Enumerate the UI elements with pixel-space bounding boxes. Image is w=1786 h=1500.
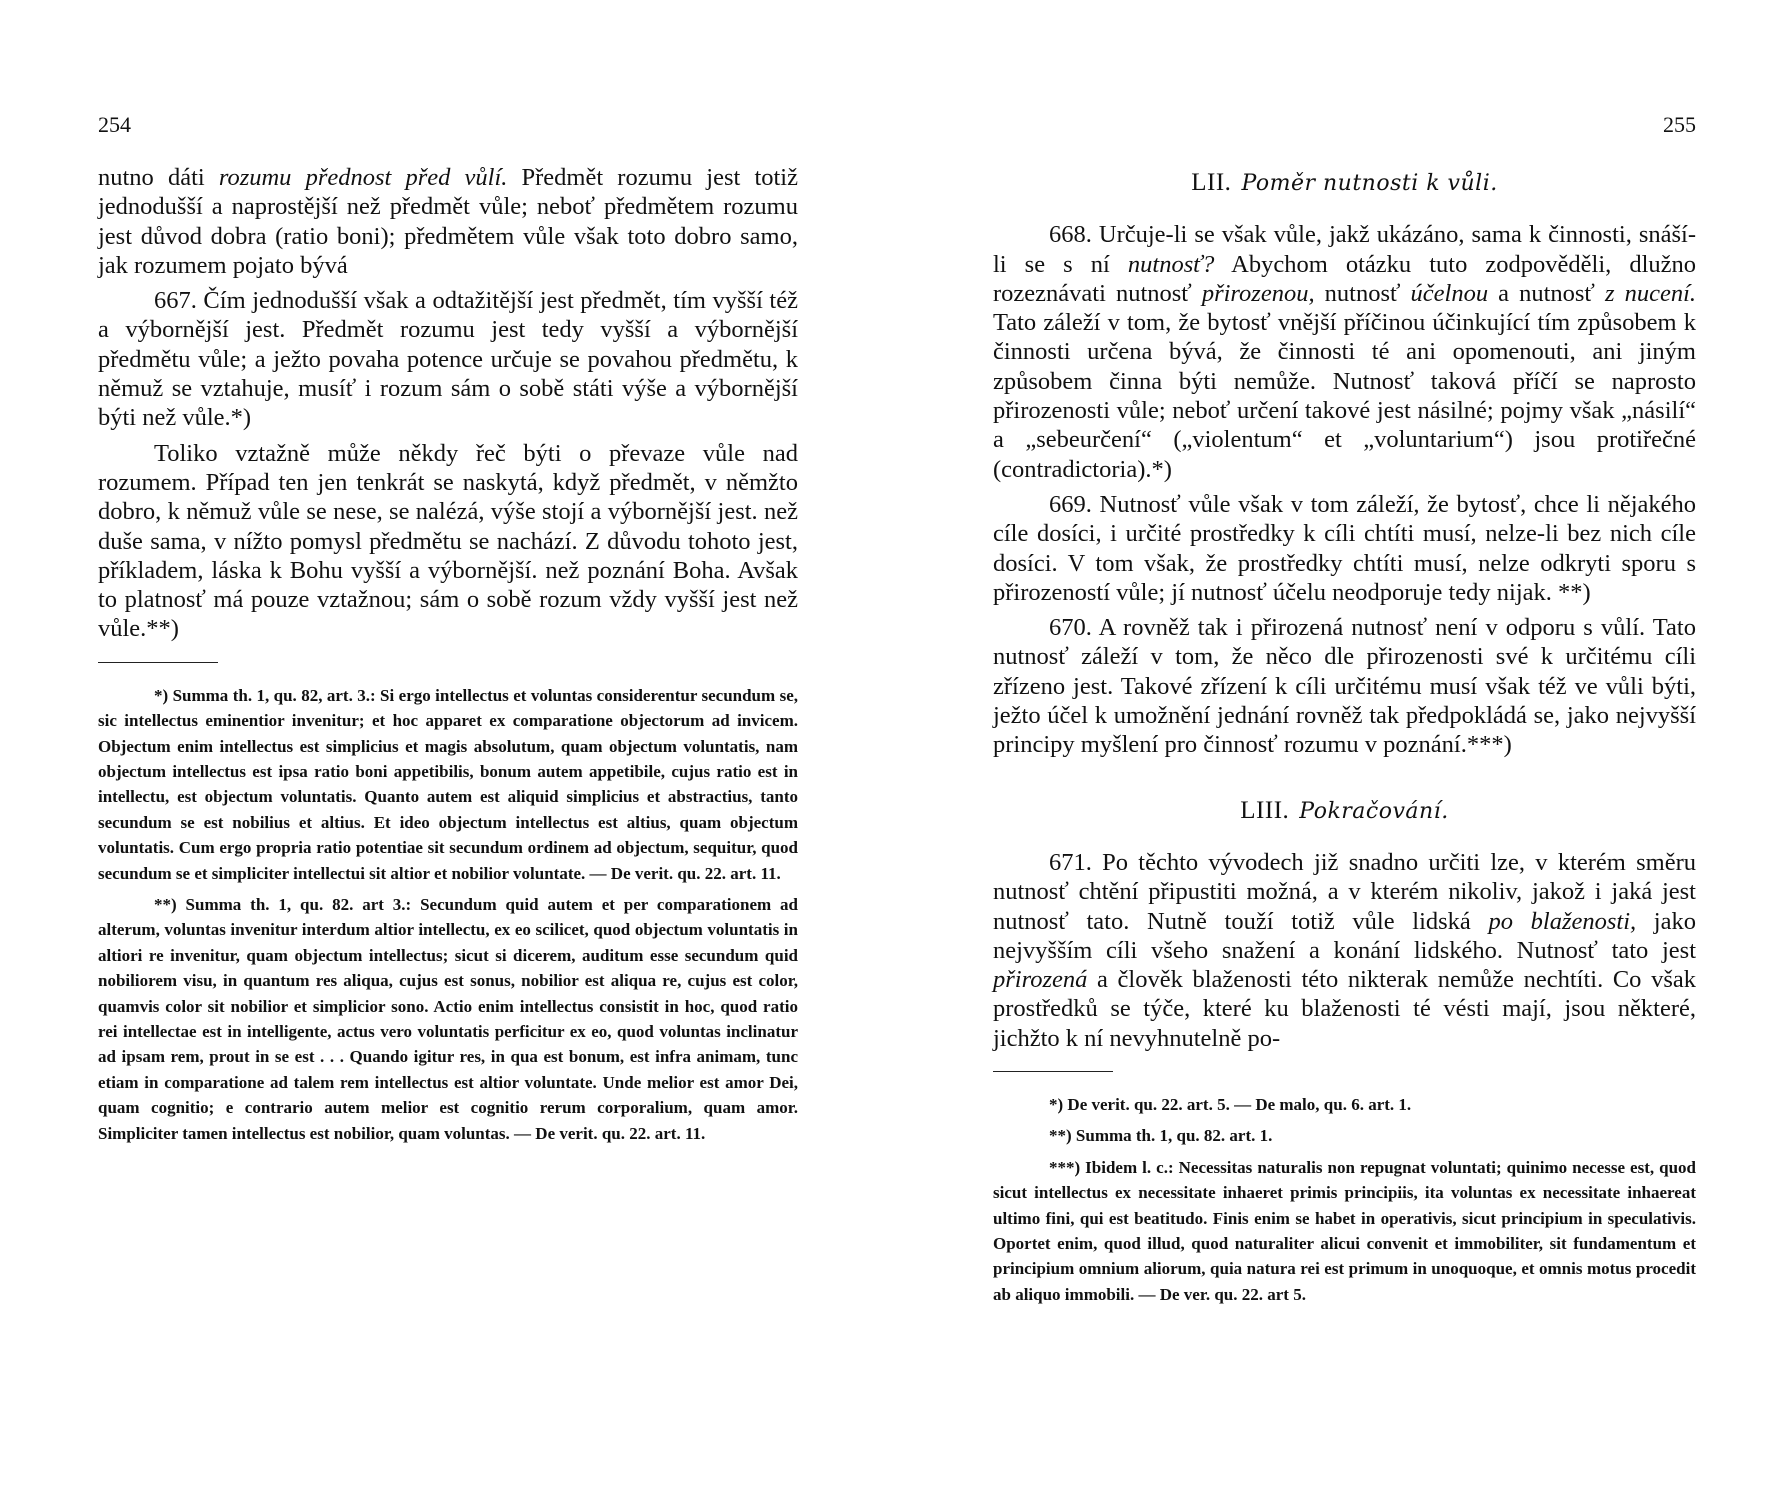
footnote: **) Summa th. 1, qu. 82. art. 1. xyxy=(1049,1126,1273,1146)
footnote-divider xyxy=(993,1071,1113,1072)
paragraph-669: 669. Nutnosť vůle však v tom záleží, že bytosť, chce li nějakého cíle dosíci, i určité prostředky k cíli chtíti musí, nelze-li bez nich cíle dosíci. V tom však, že prostředky chtíti musí, nelze odkryti sporu s přirozeností vůle; jí nutnosť účelu neodporuje tedy nijak. **) xyxy=(993,490,1696,606)
emphasis: přirozenou, xyxy=(1201,279,1315,307)
text-run: a člověk blaženosti této nikterak nemůže nechtíti. Co však prostředků se týče, které ku blaženosti té vésti mají, jsou některé, jichžto k ní nevyhnutelně po- xyxy=(993,966,1696,1052)
footnote: **) Summa th. 1, qu. 82. art 3.: Secundum quid autem et per comparationem ad alterum, voluntas invenitur interdum altior intellectu, ex eo scilicet, quod objectum voluntatis in altiori re invenitur, quam objectum intellectus; sicut si dicerem, auditum esse secundum quid nobiliorem visu, in quantum res aliqua, cujus est sonus, nobilior est aliqua re, cujus est color, quamvis color sit nobilior et simplicior sono. Actio enim intellectus consistit in hoc, quod ratio rei intellectae est in intelligente, actus vero voluntatis perficitur ex eo, quod voluntas inclinatur ad ipsam rem, prout in se est . . . Quando igitur res, in qua est bonum, est infra animam, tunc etiam in comparatione ad talem rem intellectus est altior voluntate. Unde melior est amor Dei, quam cognitio; e contrario autem melior est cognitio rerum corporalium, quam amor. Simpliciter tamen intellectus est nobilior, quam voluntas. — De verit. qu. 22. art. 11. xyxy=(98,895,798,1143)
section-number: LII. xyxy=(1191,169,1232,196)
footnote-divider xyxy=(98,662,218,663)
page-number: 255 xyxy=(1663,112,1696,137)
section-title: Poměr nutnosti k vůli. xyxy=(1241,171,1498,196)
text-run: 668. Určuje-li se však vůle, jakž ukázáno, sama k činnosti, snáší-li se s ní xyxy=(993,221,1696,278)
right-page xyxy=(893,0,1786,1500)
footnote: ***) Ibidem l. c.: Necessitas naturalis non repugnat voluntati; quinimo necesse est, quod sicut intellectus ex necessitate inhaeret primis principiis, ita voluntas ex necessitate inhaereat ultimo fini, qui est beatitudo. Finis enim se habet in operativis, sicut principium in speculativis. Oportet enim, quod illud, quod naturaliter alicui convenit et immobiliter, sit fundamentum et principium omnium aliorum, quia natura rei est primum in unoquoque, et omnis motus procedit ab aliquo immobili. — De ver. qu. 22. art 5. xyxy=(993,1157,1696,1304)
footnotes xyxy=(993,1092,1696,1307)
footnotes xyxy=(98,683,798,1146)
paragraph-668 xyxy=(993,220,1696,484)
left-page-text xyxy=(98,163,798,1152)
paragraph-670: 670. A rovněž tak i přirozená nutnosť není v odporu s vůlí. Tato nutnosť záleží v tom, že něco dle přirozenosti své k určitému cíli zřízeno jest. Takové zřízení k cíli určitému musí však též ve vůli býti, ježto účel k umožnění jednání rovněž tak předpokládá se, jako nejvyšší principy myšlení pro činnosť rozumu v poznání.***) xyxy=(993,614,1696,759)
text-run: nutno dáti xyxy=(98,164,219,191)
section-heading xyxy=(993,168,1696,198)
paragraph xyxy=(98,163,798,280)
text-run: 671. Po těchto vývodech již snadno určiti lze, v kterém směru nutnosť chtění připustiti možná, a v kterém nikoliv, jakož i jaká jest nutnosť tato. Nutně touží totiž vůle lidská xyxy=(993,848,1696,935)
footnote: *) De verit. qu. 22. art. 5. — De malo, qu. 6. art. 1. xyxy=(1049,1095,1412,1115)
spacer xyxy=(993,760,1696,796)
emphasis: účelnou xyxy=(1410,279,1489,307)
emphasis: nutnosť? xyxy=(1127,250,1215,278)
emphasis: rozumu přednost před vůlí. xyxy=(218,164,508,191)
paragraph-667: 667. Čím jednodušší však a odtažitější jest předmět, tím vyšší též a výbornější jest. Předmět rozumu jest tedy vyšší a výbornější předmětu vůle; a ježto povaha potence určuje se povahou předmětu, k němuž se vztahuje, musíť i rozum sám o sobě státi výše a výbornější býti než vůle.*) xyxy=(98,287,798,432)
section-number: LIII. xyxy=(1240,796,1290,824)
text-run: Předmět rozumu jest totiž jednodušší a naprostější než předmět vůle; neboť předmětem rozumu jest důvod dobra (ratio boni); předmětem vůle však toto dobro samo, jak rozumem pojato bývá xyxy=(98,164,798,279)
text-run: a nutnosť xyxy=(1488,279,1605,307)
text-run: jako nejvyšším cíli všeho snažení a konání lidského. Nutnosť tato jest xyxy=(993,907,1696,964)
emphasis: po blaženosti, xyxy=(1488,907,1637,935)
text-run: Tato záleží v tom, že bytosť vnější příčinou účinkující tím způsobem k činnosti určena bývá, že činnosti té ani opomenouti, ani jiným způsobem činna býti nemůže. Nutnosť taková příčí se naprosto přirozenosti vůle; neboť určení takové jest násilné; pojmy však „násilí“ a „sebeurčení“ („violentum“ et „voluntarium“) jsou protiřečné (contradictoria).*) xyxy=(993,309,1696,483)
paragraph: Toliko vztažně může někdy řeč býti o převaze vůle nad rozumem. Případ ten jen tenkrát se naskytá, když předmět, v němžto dobro, k němuž vůle se nese, se nalézá, výše stojí a výbornější jest. než duše sama, v nížto pomysl předmětu se nachází. Z důvodu tohoto jest, příkladem, láska k Bohu vyšší a výbornější. než poznání Boha. Avšak to platnosť má pouze vztažnou; sám o sobě rozum vždy vyšší jest než vůle.**) xyxy=(98,439,798,643)
emphasis: z nucení. xyxy=(1604,279,1696,307)
footnote: *) Summa th. 1, qu. 82, art. 3.: Si ergo intellectus et voluntas considerentur secundum se, sic intellectus eminentior invenitur; et hoc apparet ex comparatione objectorum ad invicem. Objectum enim intellectus est simplicius et magis absolutum, quam objectum voluntatis, nam objectum intellectus est ipsa ratio boni appetibilis, bonum autem appetibile, cujus ratio est in intellectu, est objectum voluntatis. Quanto autem est aliquid simplicius et abstractius, tanto secundum se est nobilius et altius. Et ideo objectum intellectus est altius, quam objectum voluntatis. Cum ergo propria ratio potentiae sit secundum ordinem ad objectum, sequitur, quod secundum se et simpliciter intellectui sit altior et nobilior voluntate. — De verit. qu. 22. art. 11. xyxy=(98,685,798,883)
section-title: Pokračování. xyxy=(1299,798,1449,824)
right-page-text xyxy=(993,168,1696,1313)
emphasis: přirozená xyxy=(993,966,1088,994)
section-heading xyxy=(993,796,1696,826)
page-number: 254 xyxy=(98,112,131,137)
text-run: nutnosť xyxy=(1314,279,1411,307)
text-run: Abychom otázku tuto zodpověděli, dlužno rozeznávati nutnosť xyxy=(993,250,1697,307)
paragraph-671 xyxy=(993,848,1696,1053)
